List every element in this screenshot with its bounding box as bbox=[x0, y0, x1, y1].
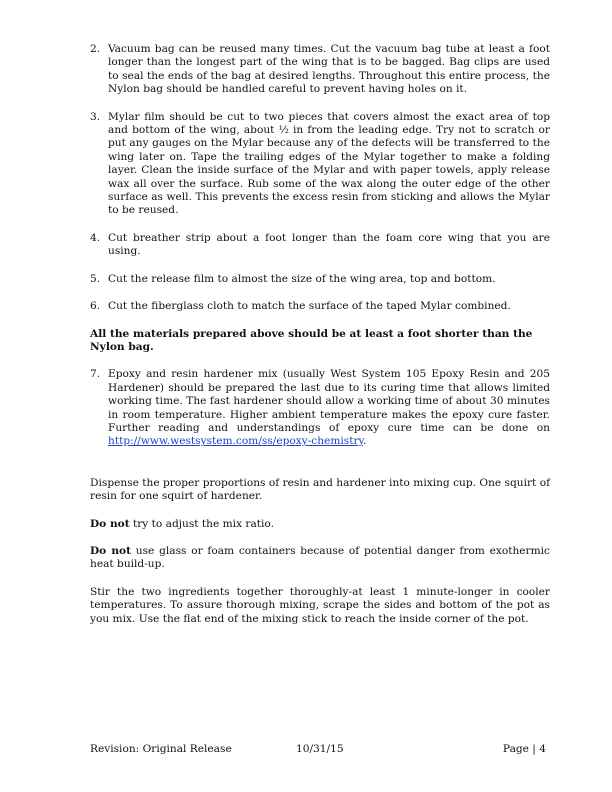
list-text: Cut the fiberglass cloth to match the surface of the taped Mylar combined. bbox=[108, 300, 511, 313]
westsystem-link[interactable]: http://www.westsystem.com/ss/epoxy-chemistry bbox=[108, 435, 364, 448]
list-text: Cut the release film to almost the size of the wing area, top and bottom. bbox=[108, 272, 496, 285]
do-not-label: Do not bbox=[90, 544, 132, 557]
list-item bbox=[90, 232, 550, 259]
list-text: Vacuum bag can be reused many times. Cut the vacuum bag tube at least a foot longer than the longest part of the wing that is to be bagged. Bag clips are used to seal the ends of the bag at desired lengths. Throughout this entire process, the Nylon bag should be handled careful to prevent having holes on it. bbox=[108, 43, 550, 96]
page-content bbox=[90, 43, 550, 640]
list-text: Mylar film should be cut to two pieces that covers almost the exact area of top and bottom of the wing, about ½ in from the leading edge. Try not to scratch or put any gauges on the Mylar because any of the defects will be transferred to the wing later on. Tape the trailing edges of the Mylar together to make a folding layer. Clean the inside surface of the Mylar and with paper towels, apply release wax all over the surface. Rub some of the wax along the outer edge of the other surface as well. This prevents the excess resin from sticking and allows the Mylar to be reused. bbox=[108, 110, 550, 217]
epoxy-text: Epoxy and resin hardener mix (usually West System 105 Epoxy Resin and 205 Hardener) should be prepared the last due to its curing time that allows limited working time. The fast hardener should allow a working time of about 30 minutes in room temperature. Higher ambient temperature makes the epoxy cure faster. Further reading and understandings of epoxy cure time can be done on bbox=[108, 368, 550, 434]
link-period: . bbox=[363, 435, 367, 448]
page-number: Page | 4 bbox=[502, 743, 546, 755]
containers-paragraph bbox=[90, 545, 550, 572]
mix-ratio-paragraph bbox=[90, 518, 550, 531]
revision-label: Revision: Original Release bbox=[90, 743, 232, 755]
mix-ratio-text: try to adjust the mix ratio. bbox=[129, 517, 274, 530]
list-text bbox=[108, 368, 550, 448]
spacer bbox=[90, 463, 550, 477]
list-item bbox=[90, 368, 550, 448]
list-number: 7. bbox=[90, 368, 101, 381]
list-number: 3. bbox=[90, 110, 101, 123]
list-item bbox=[90, 111, 550, 218]
list-item bbox=[90, 300, 550, 313]
list-item bbox=[90, 43, 550, 97]
footer-date: 10/31/15 bbox=[296, 743, 344, 755]
list-number: 6. bbox=[90, 300, 101, 313]
stir-paragraph: Stir the two ingredients together thoroughly-at least 1 minute-longer in cooler temperatures. To assure thorough mixing, scrape the sides and bottom of the pot as you mix. Use the flat end of the mixing stick to reach the inside corner of the pot. bbox=[90, 585, 550, 625]
materials-note: All the materials prepared above should be at least a foot shorter than the Nylon bag. bbox=[90, 327, 533, 353]
list-item bbox=[90, 273, 550, 286]
containers-text: use glass or foam containers because of potential danger from exothermic heat build-up. bbox=[90, 544, 550, 571]
list-number: 5. bbox=[90, 272, 101, 285]
do-not-label: Do not bbox=[90, 517, 130, 530]
dispense-paragraph: Dispense the proper proportions of resin and hardener into mixing cup. One squirt of resin for one squirt of hardener. bbox=[90, 476, 550, 503]
list-text: Cut breather strip about a foot longer than the foam core wing that you are using. bbox=[108, 231, 550, 258]
list-number: 4. bbox=[90, 231, 101, 244]
list-number: 2. bbox=[90, 43, 101, 55]
